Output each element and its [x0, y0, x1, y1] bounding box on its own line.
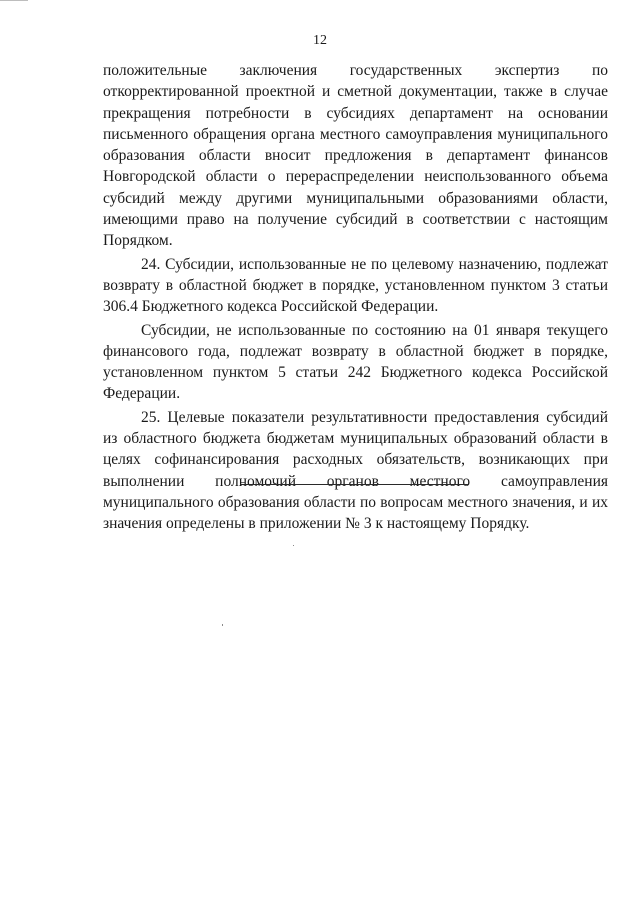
paragraph-item-24: 24. Субсидии, использованные не по целевому назначению, подлежат возврату в областной бюджет в порядке, установленном пунктом 3 статьи 306.4 Бюджетного кодекса Российской Федерации. [103, 255, 608, 316]
paragraph-item-25: 25. Целевые показатели результативности предоставления субсидий из областного бюджета бюджетам муниципальных образований области в целях софинансирования расходных обязательств, возникающих при выполнении полномочий органов местного самоуправления муниципального образования области по вопросам местного значения, и их значения определены в приложении № 3 к настоящему Порядку. [103, 408, 608, 533]
page-number: 12 [313, 33, 327, 48]
scan-speck [222, 624, 223, 626]
scan-edge-mark [0, 0, 28, 1]
scan-speck [293, 545, 294, 546]
paragraph-continuation: положительные заключения государственных экспертиз по откорректированной проектной и сметной документации, также в случае прекращения потребности в субсидиях департамент на основании письменного обращения органа местного самоуправления муниципального образования области вносит предложения в департамент финансов Новгородской области о перераспределении неиспользованного объема субсидий между другими муниципальными образованиями области, имеющими право на получение субсидий в соответствии с настоящим Порядком. [103, 62, 608, 250]
paragraph-unused-subsidies: Субсидии, не использованные по состоянию на 01 января текущего финансового года, подлежат возврату в областной бюджет в порядке, установленном пунктом 5 статьи 242 Бюджетного кодекса Российской Федерации. [103, 321, 608, 403]
document-body [103, 60, 608, 535]
closing-separator-line [240, 484, 468, 485]
